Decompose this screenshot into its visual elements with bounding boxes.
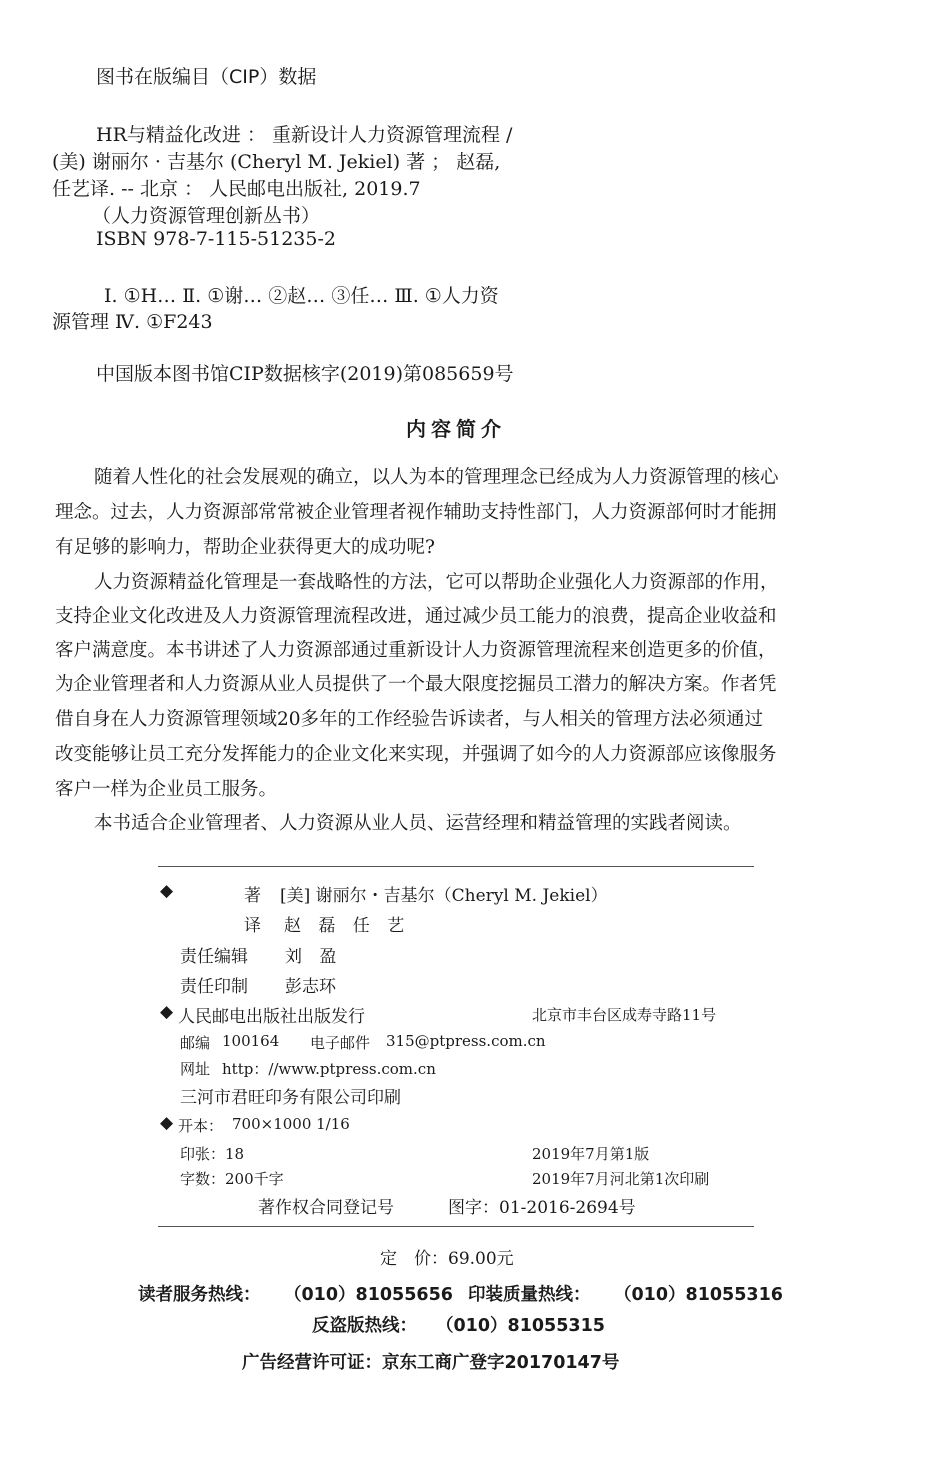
- email: 315@ptpress.com.cn: [386, 1032, 546, 1050]
- quality-hotline-label: 印装质量热线：: [468, 1285, 591, 1305]
- editor: 刘 盈: [285, 947, 343, 967]
- summary-line: 改变能够让员工充分发挥能力的企业文化来实现，并强调了如今的人力资源部应该像服务: [55, 744, 777, 765]
- imprint-bottom-rule: [158, 1226, 754, 1227]
- summary-line: 理念。过去，人力资源部常常被企业管理者视作辅助支持性部门，人力资源部何时才能拥: [55, 502, 777, 523]
- url: http：//www.ptpress.com.cn: [222, 1060, 436, 1078]
- summary-line: 客户满意度。本书讲述了人力资源部通过重新设计人力资源管理流程来创造更多的价值，: [55, 640, 777, 661]
- copyright: 图字：01-2016-2694号: [448, 1198, 636, 1218]
- summary-title: 内容简介: [406, 417, 506, 441]
- reader-hotline-label: 读者服务热线：: [138, 1285, 261, 1305]
- print-person: 彭志环: [285, 977, 336, 997]
- url-label: 网址: [180, 1060, 211, 1078]
- printer: 三河市君旺印务有限公司印刷: [180, 1088, 401, 1108]
- summary-line: 支持企业文化改进及人力资源管理流程改进，通过减少员工能力的浪费，提高企业收益和: [55, 606, 777, 627]
- print-label: 责任印制: [180, 977, 248, 997]
- summary-line: 随着人性化的社会发展观的确立，以人为本的管理理念已经成为人力资源管理的核心: [94, 467, 779, 488]
- cip-class-line: Ⅰ. ①H… Ⅱ. ①谢… ②赵… ③任… Ⅲ. ①人力资: [104, 285, 499, 307]
- publisher: 人民邮电出版社出版发行: [178, 1007, 365, 1027]
- printing: 2019年7月河北第1次印刷: [532, 1170, 710, 1188]
- cip-line: （人力资源管理创新丛书）: [92, 205, 321, 227]
- author-role: 著: [244, 886, 261, 906]
- cip-heading: 图书在版编目（CIP）数据: [96, 66, 317, 88]
- summary-line: 借自身在人力资源管理领域20多年的工作经验告诉读者，与人相关的管理方法必须通过: [55, 709, 764, 730]
- format-label: 开本：: [178, 1117, 224, 1135]
- piracy-hotline-label: 反盗版热线：: [312, 1316, 417, 1336]
- words: 字数：200千字: [180, 1170, 284, 1188]
- postcode-label: 邮编: [180, 1034, 211, 1052]
- copyright-label: 著作权合同登记号: [258, 1198, 394, 1218]
- cip-line: 任艺译. -- 北京 ： 人民邮电出版社, 2019.7: [52, 178, 421, 200]
- cip-line: HR与精益化改进 ： 重新设计人力资源管理流程 /: [96, 124, 513, 146]
- translators: 赵 磊 任 艺: [284, 916, 411, 936]
- sheets: 印张：18: [180, 1145, 245, 1163]
- summary-line: 人力资源精益化管理是一套战略性的方法，它可以帮助企业强化人力资源部的作用，: [94, 572, 779, 593]
- postcode: 100164: [222, 1032, 280, 1050]
- cip-class-line: 源管理 Ⅳ. ①F243: [52, 311, 213, 333]
- imprint-marker: ◆: [160, 1113, 174, 1133]
- author: [美] 谢丽尔・吉基尔（Cheryl M. Jekiel）: [280, 886, 608, 906]
- format: 700×1000 1/16: [232, 1115, 350, 1133]
- price: 定 价：69.00元: [380, 1249, 514, 1269]
- piracy-hotline: （010）81055315: [436, 1316, 605, 1336]
- cip-line: ISBN 978-7-115-51235-2: [96, 228, 336, 250]
- summary-line: 为企业管理者和人力资源从业人员提供了一个最大限度挖掘员工潜力的解决方案。作者凭: [55, 674, 777, 695]
- editor-label: 责任编辑: [180, 947, 248, 967]
- email-label: 电子邮件: [310, 1034, 371, 1052]
- translator-role: 译: [244, 916, 261, 936]
- edition: 2019年7月第1版: [532, 1145, 650, 1163]
- imprint-marker: ◆: [160, 1002, 174, 1022]
- summary-line: 客户一样为企业员工服务。: [55, 779, 278, 800]
- ad-license: 广告经营许可证：京东工商广登字20170147号: [242, 1353, 620, 1373]
- address: 北京市丰台区成寿寺路11号: [532, 1006, 717, 1024]
- reader-hotline: （010）81055656: [284, 1285, 453, 1305]
- cip-number: 中国版本图书馆CIP数据核字(2019)第085659号: [96, 363, 514, 385]
- summary-line: 有足够的影响力，帮助企业获得更大的成功呢?: [55, 537, 435, 558]
- imprint-top-rule: [158, 866, 754, 867]
- summary-line: 本书适合企业管理者、人力资源从业人员、运营经理和精益管理的实践者阅读。: [94, 813, 742, 834]
- imprint-marker: ◆: [160, 881, 174, 901]
- quality-hotline: （010）81055316: [614, 1285, 783, 1305]
- cip-line: (美) 谢丽尔 · 吉基尔 (Cheryl M. Jekiel) 著 ； 赵磊,: [52, 151, 501, 173]
